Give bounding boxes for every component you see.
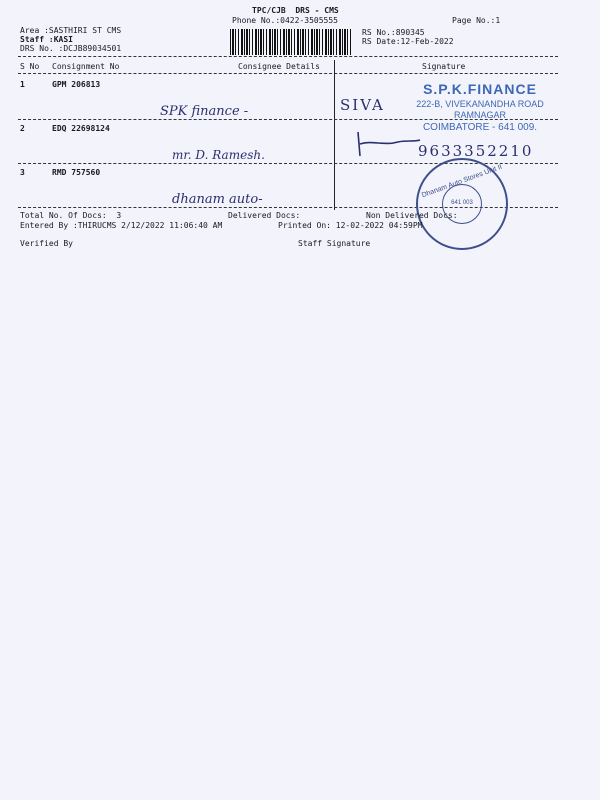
seal-text: Dhanam Auto Stores Unit II — [420, 163, 504, 200]
rs-date: RS Date:12-Feb-2022 — [362, 37, 454, 46]
handwritten-name: SIVA — [340, 96, 385, 114]
column-header-consignee: Consignee Details — [238, 62, 320, 71]
row-consignee-handwritten: mr. D. Ramesh. — [172, 148, 265, 162]
row-consignment-no: RMD 757560 — [52, 168, 101, 177]
row-consignee-handwritten: SPK finance - — [160, 104, 249, 119]
row-consignment-no: GPM 206813 — [52, 80, 101, 89]
column-header-signature: Signature — [422, 62, 466, 71]
row-consignment-no: EDQ 22698124 — [52, 124, 110, 133]
column-header-sno: S No — [20, 62, 40, 71]
rs-number: RS No.:890345 — [362, 28, 425, 37]
verified-by-label: Verified By — [20, 239, 73, 248]
round-seal-stamp — [416, 158, 508, 250]
column-header-consignment: Consignment No — [52, 62, 120, 71]
handwritten-phone: 9633352210 — [418, 142, 534, 160]
divider — [18, 73, 558, 74]
barcode-image — [230, 29, 352, 55]
page-number: Page No.:1 — [452, 16, 501, 25]
row-sno: 2 — [20, 124, 25, 133]
staff-label: Staff :KASI — [20, 35, 73, 44]
non-delivered-docs: Non Delivered Docs: — [366, 211, 458, 220]
total-docs: Total No. Of Docs: 3 — [20, 211, 122, 220]
row-sno: 3 — [20, 168, 25, 177]
seal-small-text: 641 003 — [451, 200, 473, 206]
delivered-docs: Delivered Docs: — [228, 211, 301, 220]
staff-signature-label: Staff Signature — [298, 239, 371, 248]
printed-on: Printed On: 12-02-2022 04:59PM — [278, 221, 423, 230]
stamp-address-line: 222-B, VIVEKANANDHA ROAD — [416, 99, 544, 109]
drs-number: DRS No. :DCJB89034501 — [20, 44, 122, 53]
column-separator — [334, 60, 335, 210]
divider — [18, 56, 558, 57]
row-sno: 1 — [20, 80, 25, 89]
signature-scribble — [354, 130, 424, 160]
stamp-city: COIMBATORE - 641 009. — [422, 122, 538, 133]
area-label: Area :SASTHIRI ST CMS — [20, 26, 122, 35]
stamp-address-line: RAMNAGAR — [453, 110, 506, 120]
row-consignee-handwritten: dhanam auto- — [172, 192, 263, 207]
document-title: TPC/CJB DRS - CMS — [252, 6, 339, 15]
entered-by: Entered By :THIRUCMS 2/12/2022 11:06:40 AM — [20, 221, 223, 230]
phone-number: Phone No.:0422-3505555 — [232, 16, 338, 25]
stamp-company-name: S.P.K.FINANCE — [423, 81, 537, 97]
